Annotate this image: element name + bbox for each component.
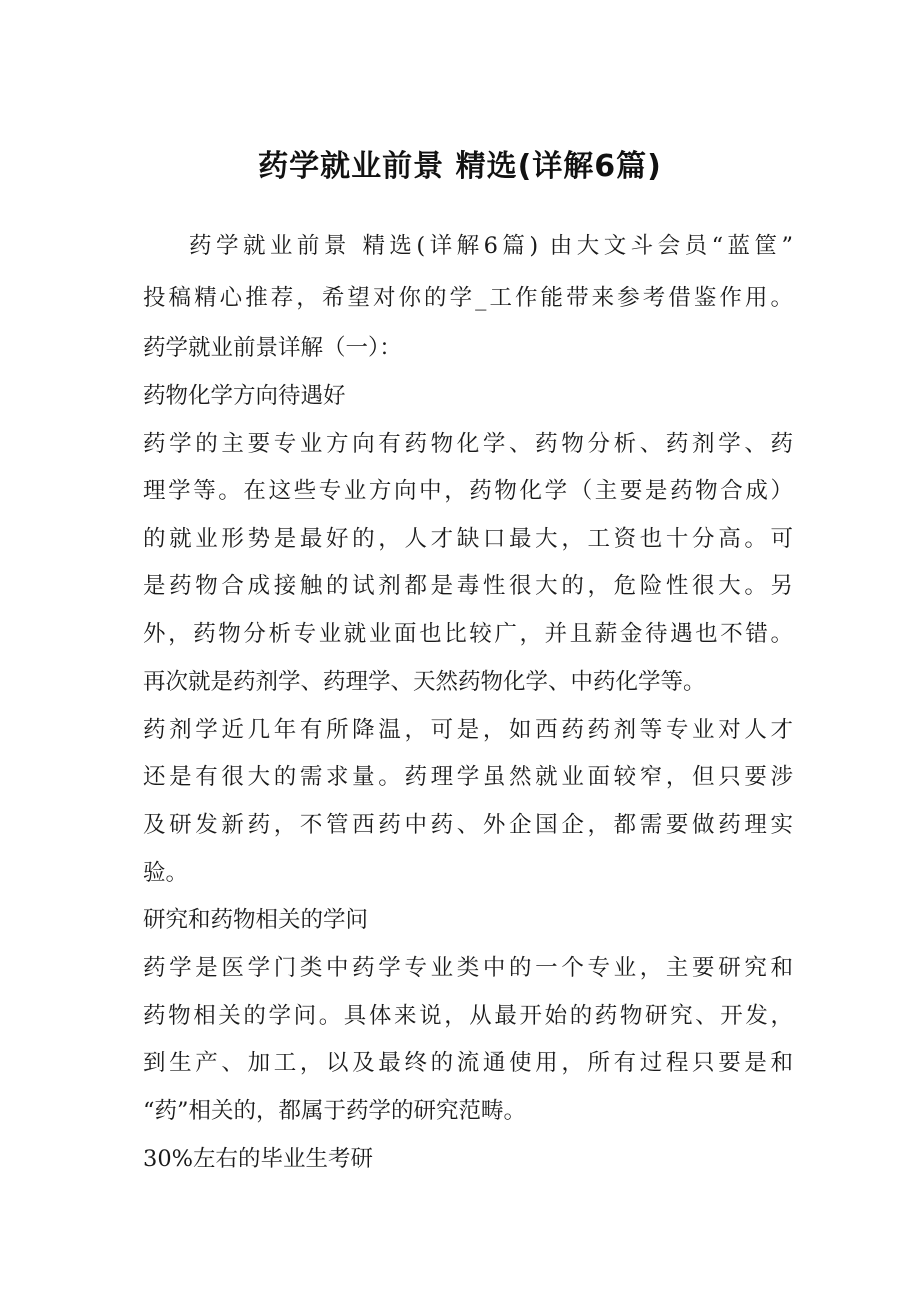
paragraph-line: 的就业形势是最好的，人才缺口最大，工资也十分高。可 (143, 526, 793, 552)
section-heading-1: 药学就业前景详解（一）： (143, 335, 402, 361)
intro-line-2: 投稿精心推荐，希望对你的学_工作能带来参考借鉴作用。 (143, 285, 793, 311)
paragraph-line: 还是有很大的需求量。药理学虽然就业面较窄，但只要涉 (143, 764, 793, 790)
paragraph-line: 验。 (143, 860, 189, 886)
paragraph-line: 药学是医学门类中药学专业类中的一个专业，主要研究和 (143, 955, 793, 981)
paragraph-line: 是药物合成接触的试剂都是毒性很大的，危险性很大。另 (143, 573, 793, 599)
paragraph-line: 到生产、加工，以及最终的流通使用，所有过程只要是和 (143, 1050, 793, 1076)
subheading-graduate: 30%左右的毕业生考研 (143, 1146, 374, 1172)
document-title: 药学就业前景 精选(详解6篇) (258, 149, 662, 184)
paragraph-line: 理学等。在这些专业方向中，药物化学（主要是药物合成） (143, 478, 793, 504)
paragraph-line: 再次就是药剂学、药理学、天然药物化学、中药化学等。 (143, 669, 706, 695)
subheading-research: 研究和药物相关的学问 (143, 907, 369, 933)
paragraph-line: 外，药物分析专业就业面也比较广，并且薪金待遇也不错。 (143, 621, 793, 647)
paragraph-line: 药剂学近几年有所降温，可是，如西药药剂等专业对人才 (143, 717, 793, 743)
paragraph-line: 药物相关的学问。具体来说，从最开始的药物研究、开发， (143, 1003, 793, 1029)
intro-line-1: 药学就业前景 精选(详解6篇) 由大文斗会员“蓝筐” (189, 233, 793, 259)
paragraph-line: 药学的主要专业方向有药物化学、药物分析、药剂学、药 (143, 431, 793, 457)
paragraph-line: 及研发新药，不管西药中药、外企国企，都需要做药理实 (143, 812, 793, 838)
paragraph-line: “药”相关的，都属于药学的研究范畴。 (143, 1098, 527, 1124)
subheading-chemistry: 药物化学方向待遇好 (143, 383, 346, 409)
